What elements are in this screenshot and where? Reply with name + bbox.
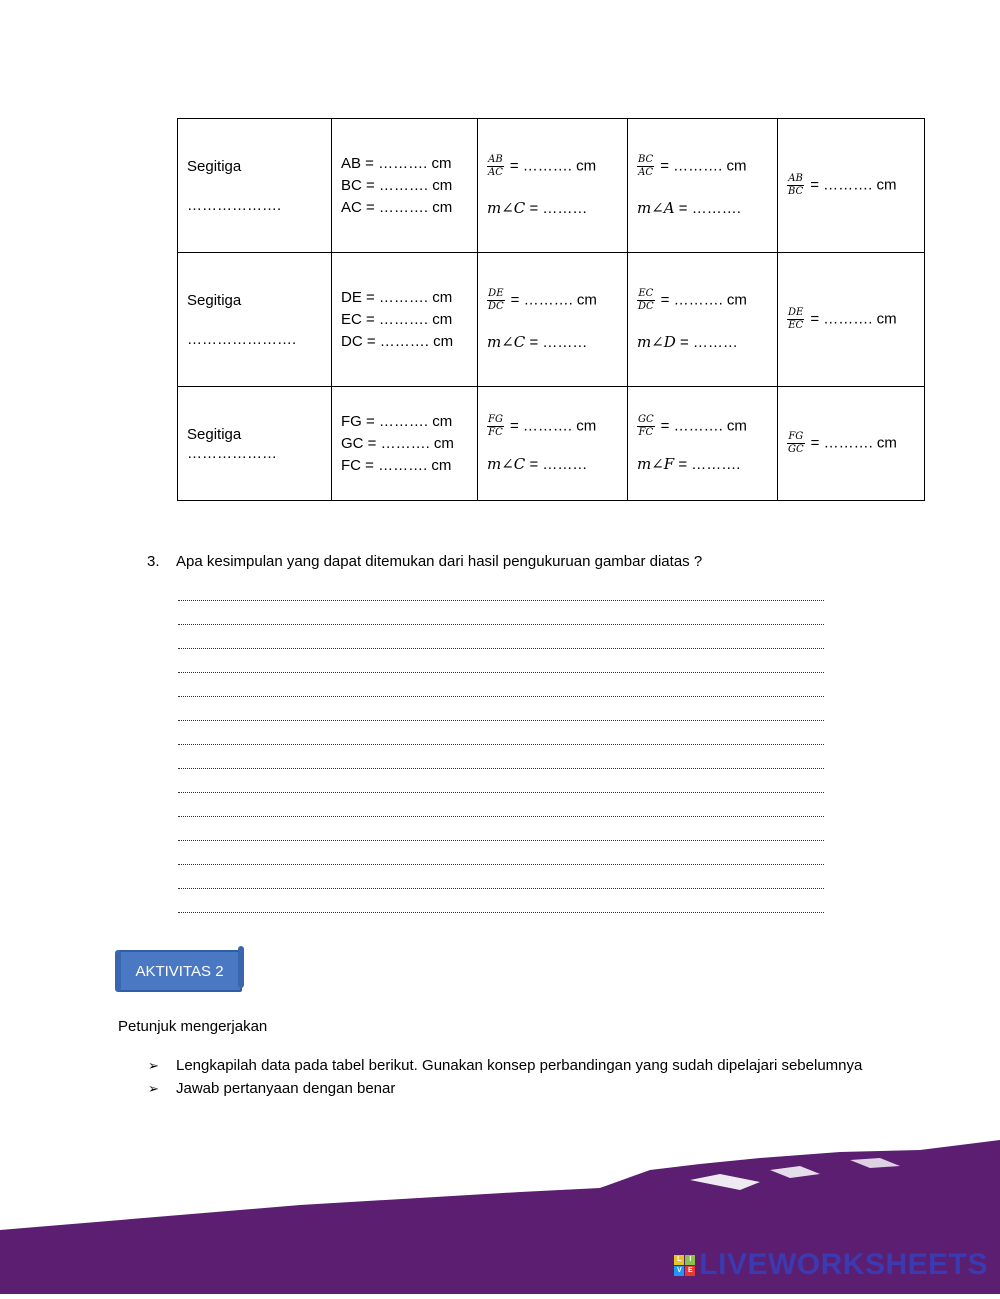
ratio-value[interactable]: = ………. cm [660,157,747,175]
instruction-text: Lengkapilah data pada tabel berikut. Gunakan konsep perbandingan yang sudah dipelajari sebelumnya [176,1057,863,1074]
triangle-name-cell [178,387,332,501]
side-length[interactable]: DC = ………. cm [341,332,454,350]
answer-line[interactable] [178,745,824,769]
ratio-value[interactable]: = ………. cm [509,157,597,175]
answer-line[interactable] [178,721,824,745]
ratio-value[interactable]: = ………. cm [810,176,897,194]
ratio-angle-cell [478,253,628,387]
triangle-name-blank[interactable]: ………………. [187,196,282,214]
ratio-angle-cell [478,387,628,501]
side-length[interactable]: FC = ………. cm [341,456,452,474]
side-length[interactable]: FG = ………. cm [341,412,453,430]
list-item [148,1054,868,1077]
angle-value[interactable]: = ………. [678,456,741,473]
measurement-table [177,118,925,501]
ratio-fraction: $\frac{EC}{DC}$ [638,288,654,312]
angle-label: m∠F [637,455,675,473]
activity-banner [117,950,242,992]
question-text: Apa kesimpulan yang dapat ditemukan dari hasil pengukuruan gambar diatas ? [176,553,703,570]
ratio-cell [778,119,925,253]
angle-label: m∠D [637,333,676,351]
ratio-fraction: $\frac{AB}{AC}$ [488,154,503,178]
arrow-bullet-icon: ➢ [148,1081,159,1096]
question-3 [147,553,907,570]
ratio-fraction: $\frac{DE}{DC}$ [488,288,504,312]
logo-grid-icon: L I V E [674,1255,695,1276]
ratio-value[interactable]: = ………. cm [510,291,597,309]
answer-line[interactable] [178,673,824,697]
instruction-text: Jawab pertanyaan dengan benar [176,1080,396,1097]
ratio-value[interactable]: = ………. cm [509,417,597,435]
ratio-angle-cell [628,119,778,253]
side-lengths-cell [332,119,478,253]
ratio-cell [778,387,925,501]
ratio-value[interactable]: = ………. cm [660,417,747,435]
side-length[interactable]: AB = ………. cm [341,154,452,172]
answer-line[interactable] [178,625,824,649]
logo-text: LIVEWORKSHEETS [699,1248,988,1281]
ratio-value[interactable]: = ………. cm [810,434,897,452]
triangle-name-blank[interactable]: ……………… [187,444,277,462]
side-length[interactable]: DE = ………. cm [341,288,453,306]
ratio-angle-cell [628,387,778,501]
activity-banner-label: AKTIVITAS 2 [135,962,224,980]
triangle-label: Segitiga [187,291,242,309]
side-lengths-cell [332,253,478,387]
answer-line[interactable] [178,601,824,625]
angle-label: m∠C [487,199,526,217]
triangle-name-blank[interactable]: …………………. [187,330,297,348]
answer-line[interactable] [178,817,824,841]
angle-value[interactable]: = ………. [678,200,741,217]
arrow-bullet-icon: ➢ [148,1058,159,1073]
ratio-fraction: $\frac{GC}{FC}$ [638,414,654,438]
angle-label: m∠C [487,333,526,351]
answer-line[interactable] [178,889,824,913]
answer-line[interactable] [178,793,824,817]
ratio-angle-cell [628,253,778,387]
ratio-cell [778,253,925,387]
answer-line[interactable] [178,697,824,721]
side-length[interactable]: AC = ………. cm [341,198,453,216]
answer-line[interactable] [178,865,824,889]
angle-label: m∠C [487,455,526,473]
footer-band [0,1130,1000,1294]
ratio-angle-cell [478,119,628,253]
table-row [178,387,925,501]
side-length[interactable]: GC = ………. cm [341,434,454,452]
angle-value[interactable]: = ……… [680,334,738,351]
side-lengths-cell [332,387,478,501]
answer-line[interactable] [178,577,824,601]
triangle-label: Segitiga [187,157,242,175]
answer-line[interactable] [178,649,824,673]
ratio-fraction: $\frac{BC}{AC}$ [638,154,654,178]
ratio-fraction: $\frac{AB}{BC}$ [788,173,804,197]
side-length[interactable]: EC = ………. cm [341,310,453,328]
angle-value[interactable]: = ……… [529,200,588,217]
ratio-fraction: $\frac{FG}{FC}$ [488,414,503,438]
question-number: 3. [147,553,160,570]
liveworksheets-logo [674,1248,988,1282]
triangle-name-cell [178,253,332,387]
side-length[interactable]: BC = ………. cm [341,176,453,194]
instructions-heading: Petunjuk mengerjakan [118,1018,268,1035]
table-row [178,253,925,387]
table-row [178,119,925,253]
answer-line[interactable] [178,769,824,793]
answer-line[interactable] [178,841,824,865]
ratio-fraction: $\frac{FG}{GC}$ [788,431,804,455]
triangle-name-cell [178,119,332,253]
list-item [148,1077,868,1100]
angle-value[interactable]: = ……… [529,334,588,351]
ratio-fraction: $\frac{DE}{EC}$ [788,307,804,331]
angle-label: m∠A [637,199,675,217]
instructions-list [148,1054,868,1100]
angle-value[interactable]: = ……… [529,456,588,473]
ratio-value[interactable]: = ………. cm [660,291,747,309]
ratio-value[interactable]: = ………. cm [810,310,897,328]
triangle-label: Segitiga [187,425,242,443]
answer-area[interactable] [178,577,824,913]
